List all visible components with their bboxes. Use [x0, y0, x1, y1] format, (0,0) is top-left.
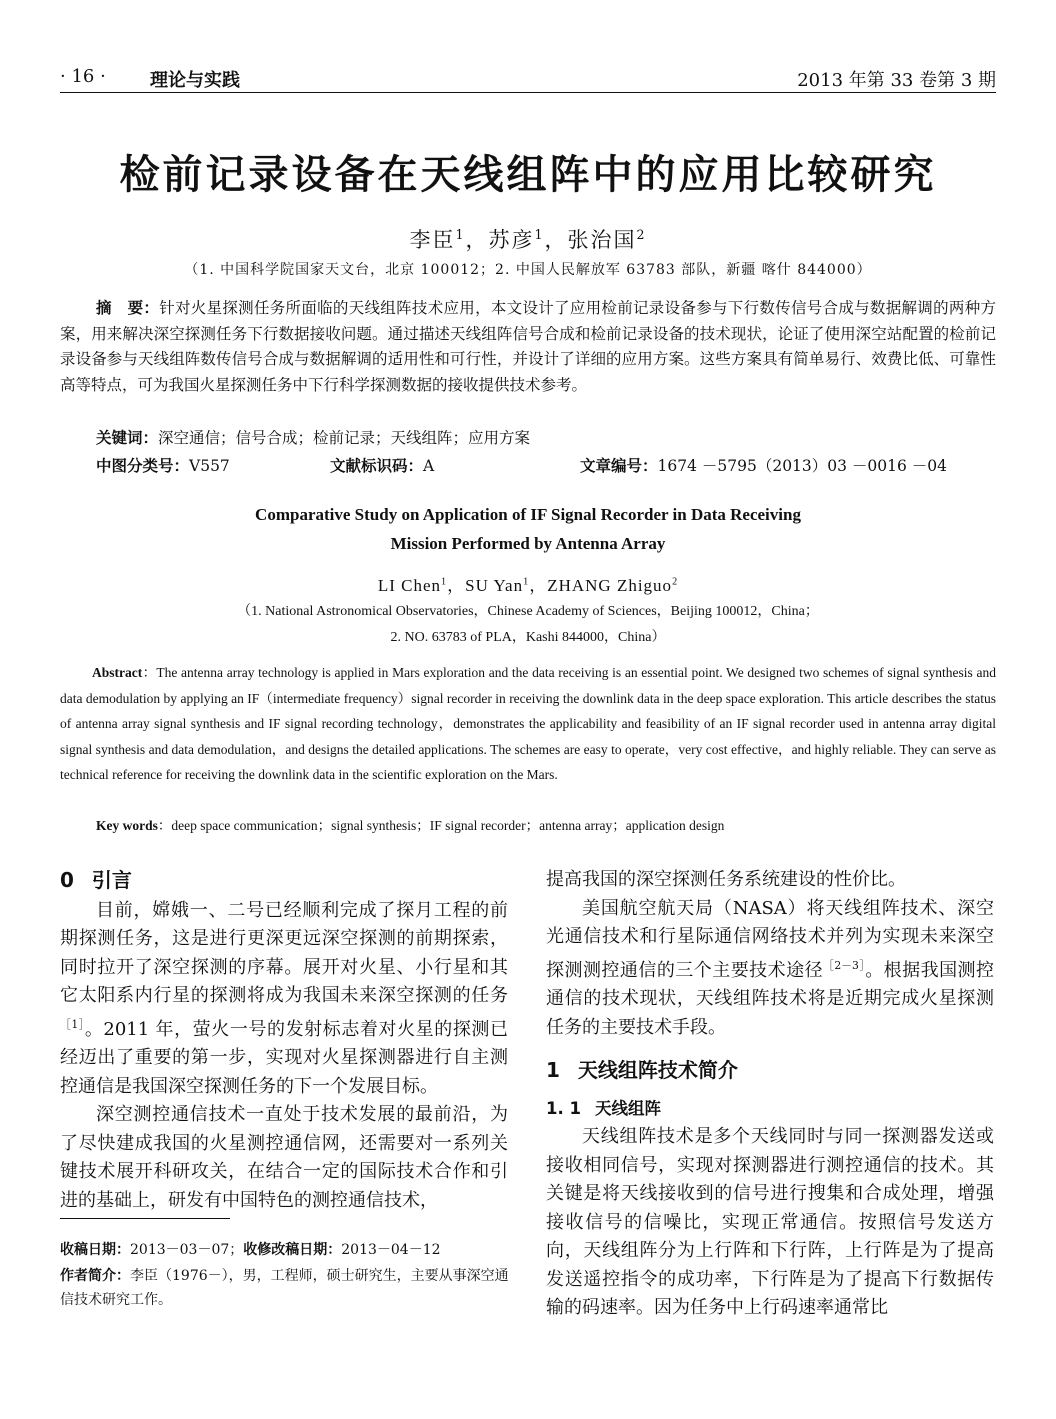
- author-sep: ，: [544, 228, 568, 252]
- abstract-cn-label: 摘 要：: [96, 299, 160, 317]
- revised-label: 收修改稿日期：: [243, 1242, 342, 1258]
- section-1-1-number: 1. 1: [546, 1098, 581, 1118]
- author-sep: ，: [465, 228, 489, 252]
- footnote-author: [60, 1264, 510, 1312]
- author-en-2: SU Yan: [465, 576, 524, 595]
- section-1-title: 天线组阵技术简介: [577, 1058, 738, 1082]
- intro-paragraph-2: 深空测控通信技术一直处于技术发展的最前沿，为了尽快建成我国的火星测控通信网，还需要对一系列关键技术展开科研攻关，在结合一定的国际技术合作和引进的基础上，研发有中国特色的测控通信技术，: [60, 1104, 508, 1211]
- abstract-en-label: Abstract: [92, 665, 143, 680]
- keywords-en-label: Key words: [96, 818, 158, 833]
- doc-code: [330, 454, 434, 476]
- author-en-1-sup: 1: [441, 576, 448, 588]
- right-p1-text: 美国航空航天局（NASA）将天线组阵技术、深空光通信技术和行星际通信网络技术并列为实现未来深空探测测控通信的三个主要技术途径: [546, 897, 994, 981]
- section-0-title: 引言: [91, 868, 132, 892]
- art-value: 1674 －5795（2013）03 －0016 －04: [657, 457, 948, 475]
- keywords-cn: [96, 426, 530, 448]
- authors-en: LI Chen$^1$，SU Yan$^1$，ZHANG Zhiguo$^2$: [377, 576, 679, 595]
- footnote-dates: [60, 1238, 510, 1262]
- clc-label: 中图分类号：: [96, 457, 190, 475]
- section-0-number: 0: [60, 868, 74, 892]
- right-p1-ref: ［2－3］: [823, 958, 866, 972]
- revised-value: 2013－04－12: [341, 1242, 441, 1258]
- author-1: 李臣: [409, 228, 456, 252]
- received-label: 收稿日期：: [60, 1242, 130, 1258]
- author-3: 张治国: [567, 228, 637, 252]
- section-1-number: 1: [546, 1058, 560, 1082]
- section-1-1-title: 天线组阵: [594, 1098, 661, 1118]
- section-1-1-heading: [546, 1095, 994, 1124]
- abstract-cn-text: 针对火星探测任务所面临的天线组阵技术应用，本文设计了应用检前记录设备参与下行数传信号合成与数据解调的两种方案，用来解决深空探测任务下行数据接收问题。通过描述天线组阵信号合成和检前记录设备的技术现状，论证了使用深空站配置的检前记录设备参与天线组阵数传信号合成与数据解调的适用性和可行性，并设计了详细的应用方案。这些方案具有简单易行、效费比低、可靠性高等特点，可为我国火星探测任务中下行科学探测数据的接收提供技术参考。: [60, 299, 996, 394]
- left-column: [60, 866, 508, 1215]
- article-number: [580, 454, 947, 476]
- affiliation-en-line1: （1. National Astronomical Observatories，Chinese Academy of Sciences，Beijing 100012，China；: [237, 604, 819, 619]
- doc-value: A: [423, 457, 435, 475]
- intro-p1-tail: 。2011 年，萤火一号的发射标志着对火星的探测已经迈出了重要的第一步，实现对火星探测器进行自主测控通信是我国深空探测任务的下一个发展目标。: [60, 1018, 508, 1097]
- intro-p1-text: 目前，嫦娥一、二号已经顺利完成了探月工程的前期探测任务，这是进行更深更远深空探测的前期探索，同时拉开了深空探测的序幕。展开对火星、小行星和其它太阳系内行星的探测将成为我国未来深空探测的任务: [60, 899, 508, 1006]
- right-paragraph-1: [546, 895, 994, 1043]
- right-paragraph-2: 天线组阵技术是多个天线同时与同一探测器发送或接收相同信号，实现对探测器进行测控通信的技术。其关键是将天线接收到的信号进行搜集和合成处理，增强接收信号的信噪比，实现正常通信。按照信号发送方向，天线组阵分为上行阵和下行阵，上行阵是为了提高发送遥控指令的成功率，下行阵是为了提高下行数据传输的码速率。因为任务中上行码速率通常比: [546, 1126, 994, 1318]
- author-en-3: ZHANG Zhiguo: [547, 576, 673, 595]
- author-en-3-sup: 2: [672, 576, 679, 588]
- keywords-en: [96, 814, 724, 834]
- author-2-sup: 1: [534, 227, 545, 242]
- author-bio-text: 李臣（1976－），男，工程师，硕士研究生，主要从事深空通信技术研究工作。: [60, 1268, 509, 1308]
- right-p1-tail: 。根据我国测控通信的技术现状，天线组阵技术将是近期完成火星探测任务的主要技术手段。: [546, 959, 995, 1038]
- title-en-line2: Mission Performed by Antenna Array: [390, 534, 666, 553]
- keywords-cn-label: 关键词：: [96, 429, 159, 447]
- author-en-2-sup: 1: [523, 576, 530, 588]
- keywords-en-text: ：deep space communication；signal synthesis；IF signal recorder；antenna array；application design: [157, 818, 725, 833]
- art-label: 文章编号：: [580, 457, 658, 475]
- abstract-cn: [60, 296, 996, 398]
- author-en-1: LI Chen: [377, 576, 442, 595]
- affiliation-cn: （1. 中国科学院国家天文台，北京 100012；2. 中国人民解放军 63783 部队，新疆 喀什 844000）: [184, 262, 872, 278]
- author-bio-label: 作者简介：: [60, 1268, 130, 1284]
- intro-p1-ref: ［1］: [60, 1017, 85, 1031]
- intro-paragraph-1: [60, 897, 508, 1102]
- doc-label: 文献标识码：: [330, 457, 424, 475]
- section-0-heading: [60, 866, 508, 895]
- clc-value: V557: [189, 457, 230, 475]
- paper-title: 检前记录设备在天线组阵中的应用比较研究: [119, 152, 937, 198]
- right-paragraph-0: 提高我国的深空探测任务系统建设的性价比。: [546, 869, 906, 890]
- author-1-sup: 1: [455, 227, 466, 242]
- received-value: 2013－03－07；: [130, 1242, 244, 1258]
- section-1-heading: [546, 1056, 994, 1085]
- footnote-rule: [60, 1218, 230, 1219]
- page-number: · 16 ·: [60, 66, 106, 87]
- header-rule: [60, 92, 996, 93]
- journal-issue: 2013 年第 33 卷第 3 期: [797, 70, 996, 91]
- abstract-en-text: ：The antenna array technology is applied in Mars exploration and the data receiving is an essential point. We designed two schemes of signal synthesis and data demodulation by applying an IF（intermediate frequency）signal recorder in receiving the downlink data in the deep space exploration. This article describes the status of antenna array signal synthesis and IF signal recording technology，demonstrates the applicability and feasibility of an IF signal recorder used in antenna array digital signal synthesis and data demodulation，and designs the detailed applications. The schemes are easy to operate，very cost effective，and highly reliable. They can serve as technical reference for receiving the downlink data in the scientific exploration on the Mars.: [60, 665, 996, 783]
- clc-number: [96, 454, 230, 476]
- author-2: 苏彦: [488, 228, 535, 252]
- abstract-en: [60, 660, 996, 788]
- title-en-line1: Comparative Study on Application of IF Signal Recorder in Data Receiving: [255, 505, 801, 524]
- section-name: 理论与实践: [150, 70, 240, 91]
- keywords-cn-text: 深空通信；信号合成；检前记录；天线组阵；应用方案: [158, 429, 531, 447]
- affiliation-en-line2: 2. NO. 63783 of PLA，Kashi 844000，China）: [390, 630, 666, 645]
- authors: [0, 224, 1056, 254]
- right-column: [546, 866, 994, 1323]
- author-3-sup: 2: [636, 227, 647, 242]
